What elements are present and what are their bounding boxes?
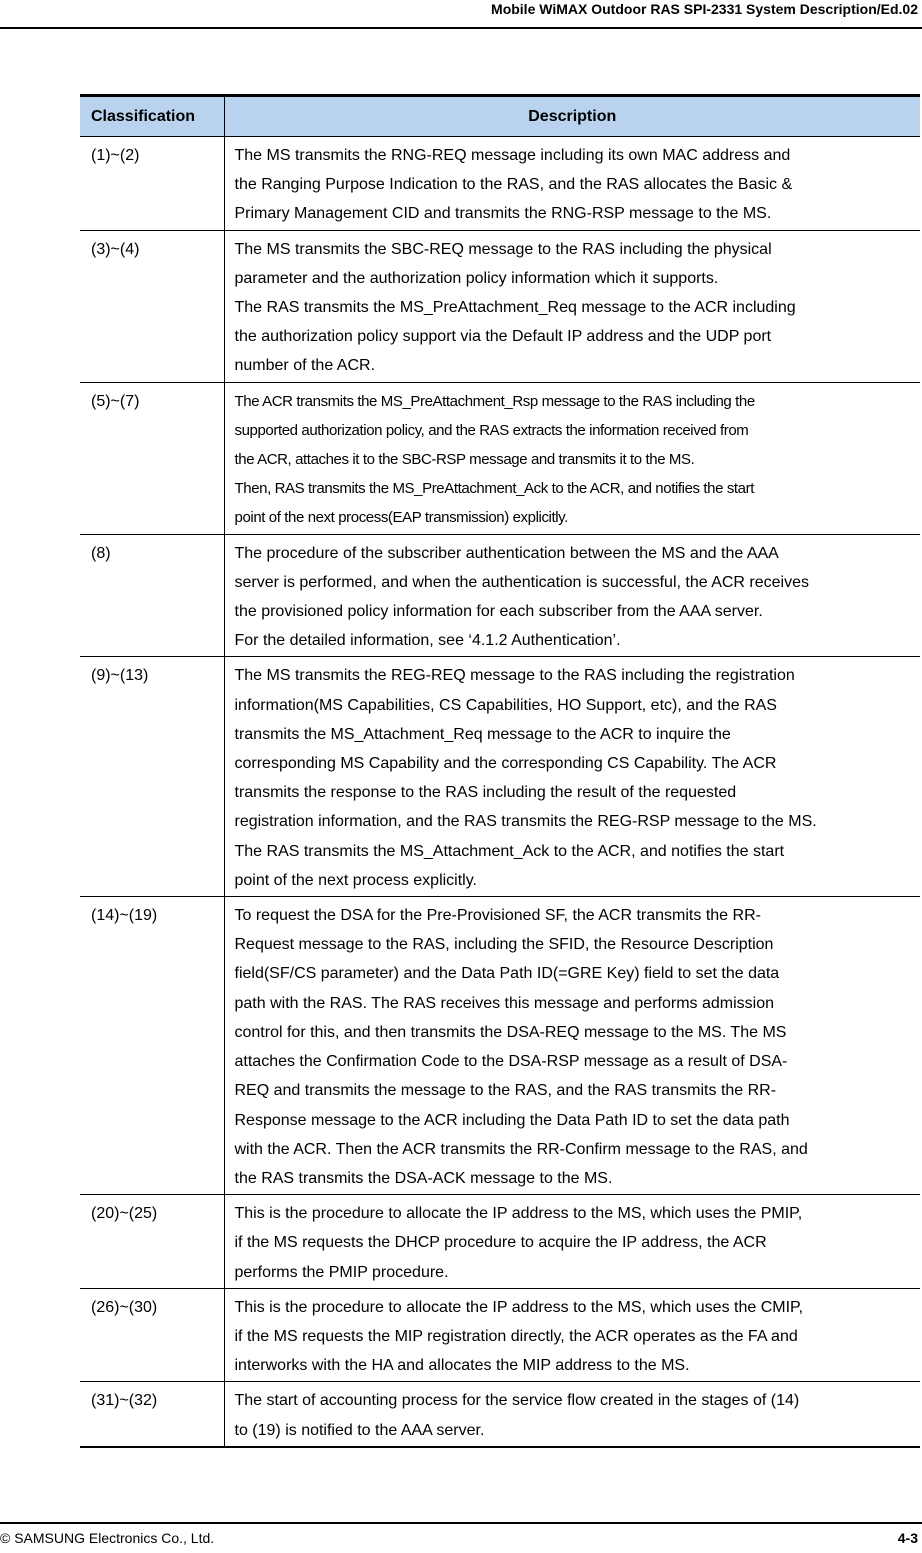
- description-cell: [224, 1382, 920, 1447]
- description-line: supported authorization policy, and the RAS extracts the information received from: [234, 421, 749, 439]
- description-cell: [224, 1288, 920, 1382]
- description-cell: [224, 897, 920, 1195]
- description-line: the Ranging Purpose Indication to the RAS, and the RAS allocates the Basic &: [234, 176, 793, 194]
- classification-cell: (26)~(30): [80, 1288, 224, 1382]
- procedure-table: [80, 94, 920, 1448]
- column-header-description: Description: [224, 96, 920, 137]
- description-line: the ACR, attaches it to the SBC-RSP message and transmits it to the MS.: [234, 451, 695, 469]
- description-line: transmits the MS_Attachment_Req message to the ACR to inquire the: [234, 725, 731, 743]
- description-line: registration information, and the RAS transmits the REG-RSP message to the MS.: [234, 813, 817, 831]
- description-cell: [224, 1195, 920, 1289]
- description-line: The RAS transmits the MS_PreAttachment_Req message to the ACR including: [234, 299, 796, 317]
- description-line: the RAS transmits the DSA-ACK message to the MS.: [234, 1169, 613, 1187]
- table-row: [80, 230, 920, 382]
- description-line: server is performed, and when the authentication is successful, the ACR receives: [234, 573, 810, 591]
- description-line: if the MS requests the DHCP procedure to acquire the IP address, the ACR: [234, 1234, 767, 1252]
- page-footer: [0, 1522, 922, 1553]
- page-header: [0, 0, 922, 29]
- table-row: [80, 534, 920, 657]
- description-line: point of the next process(EAP transmission) explicitly.: [234, 509, 568, 527]
- description-line: attaches the Confirmation Code to the DSA-RSP message as a result of DSA-: [234, 1053, 788, 1071]
- classification-cell: (5)~(7): [80, 382, 224, 534]
- description-line: The MS transmits the RNG-REQ message including its own MAC address and: [234, 147, 791, 164]
- table-row: [80, 1195, 920, 1289]
- classification-cell: (3)~(4): [80, 230, 224, 382]
- description-cell: [224, 382, 920, 534]
- description-line: path with the RAS. The RAS receives this message and performs admission: [234, 994, 775, 1012]
- description-line: The MS transmits the REG-REQ message to the RAS including the registration: [234, 667, 795, 685]
- description-cell: [224, 230, 920, 382]
- table-row: [80, 1382, 920, 1447]
- description-line: For the detailed information, see ‘4.1.2 Authentication’.: [234, 632, 621, 650]
- description-line: The ACR transmits the MS_PreAttachment_Rsp message to the RAS including the: [234, 392, 755, 410]
- description-line: The start of accounting process for the service flow created in the stages of (14): [234, 1392, 800, 1410]
- table-row: [80, 382, 920, 534]
- column-header-classification: Classification: [80, 96, 224, 137]
- table-row: [80, 1288, 920, 1382]
- classification-cell: (9)~(13): [80, 657, 224, 897]
- classification-cell: (8): [80, 534, 224, 657]
- table-header-row: [80, 96, 920, 137]
- description-line: point of the next process explicitly.: [234, 871, 477, 889]
- description-line: interworks with the HA and allocates the MIP address to the MS.: [234, 1357, 690, 1375]
- description-cell: [224, 137, 920, 231]
- description-line: The procedure of the subscriber authentication between the MS and the AAA: [234, 544, 779, 562]
- description-line: Response message to the ACR including the Data Path ID to set the data path: [234, 1111, 790, 1129]
- table-row: [80, 657, 920, 897]
- description-line: The MS transmits the SBC-REQ message to the RAS including the physical: [234, 240, 772, 258]
- table-row: [80, 897, 920, 1195]
- table-row: [80, 137, 920, 231]
- description-cell: [224, 534, 920, 657]
- description-line: transmits the response to the RAS including the result of the requested: [234, 784, 737, 802]
- description-line: parameter and the authorization policy information which it supports.: [234, 269, 719, 287]
- description-line: This is the procedure to allocate the IP address to the MS, which uses the PMIP,: [234, 1205, 803, 1223]
- description-line: REQ and transmits the message to the RAS, and the RAS transmits the RR-: [234, 1082, 777, 1100]
- description-line: control for this, and then transmits the DSA-REQ message to the MS. The MS: [234, 1023, 787, 1041]
- classification-cell: (20)~(25): [80, 1195, 224, 1289]
- classification-cell: (14)~(19): [80, 897, 224, 1195]
- page-number: 4-3: [897, 1530, 918, 1546]
- description-line: corresponding MS Capability and the corresponding CS Capability. The ACR: [234, 755, 777, 773]
- description-line: the provisioned policy information for each subscriber from the AAA server.: [234, 603, 763, 621]
- classification-cell: (31)~(32): [80, 1382, 224, 1447]
- description-line: performs the PMIP procedure.: [234, 1263, 449, 1281]
- copyright-text: © SAMSUNG Electronics Co., Ltd.: [0, 1530, 215, 1546]
- description-line: if the MS requests the MIP registration directly, the ACR operates as the FA and: [234, 1327, 798, 1345]
- description-line: Then, RAS transmits the MS_PreAttachment_Ack to the ACR, and notifies the start: [234, 480, 754, 498]
- description-line: Request message to the RAS, including the SFID, the Resource Description: [234, 936, 774, 954]
- document-title: Mobile WiMAX Outdoor RAS SPI-2331 System Description/Ed.02: [491, 1, 918, 17]
- description-line: field(SF/CS parameter) and the Data Path ID(=GRE Key) field to set the data: [234, 965, 780, 983]
- description-line: Primary Management CID and transmits the RNG-RSP message to the MS.: [234, 205, 772, 223]
- classification-cell: (1)~(2): [80, 137, 224, 231]
- description-line: with the ACR. Then the ACR transmits the RR-Confirm message to the RAS, and: [234, 1140, 808, 1158]
- description-line: the authorization policy support via the Default IP address and the UDP port: [234, 328, 772, 346]
- description-line: This is the procedure to allocate the IP address to the MS, which uses the CMIP,: [234, 1298, 804, 1316]
- description-line: number of the ACR.: [234, 357, 376, 375]
- description-line: information(MS Capabilities, CS Capabilities, HO Support, etc), and the RAS: [234, 696, 777, 714]
- description-line: The RAS transmits the MS_Attachment_Ack to the ACR, and notifies the start: [234, 842, 785, 860]
- description-line: to (19) is notified to the AAA server.: [234, 1421, 485, 1439]
- description-cell: [224, 657, 920, 897]
- description-line: To request the DSA for the Pre-Provisioned SF, the ACR transmits the RR-: [234, 907, 761, 925]
